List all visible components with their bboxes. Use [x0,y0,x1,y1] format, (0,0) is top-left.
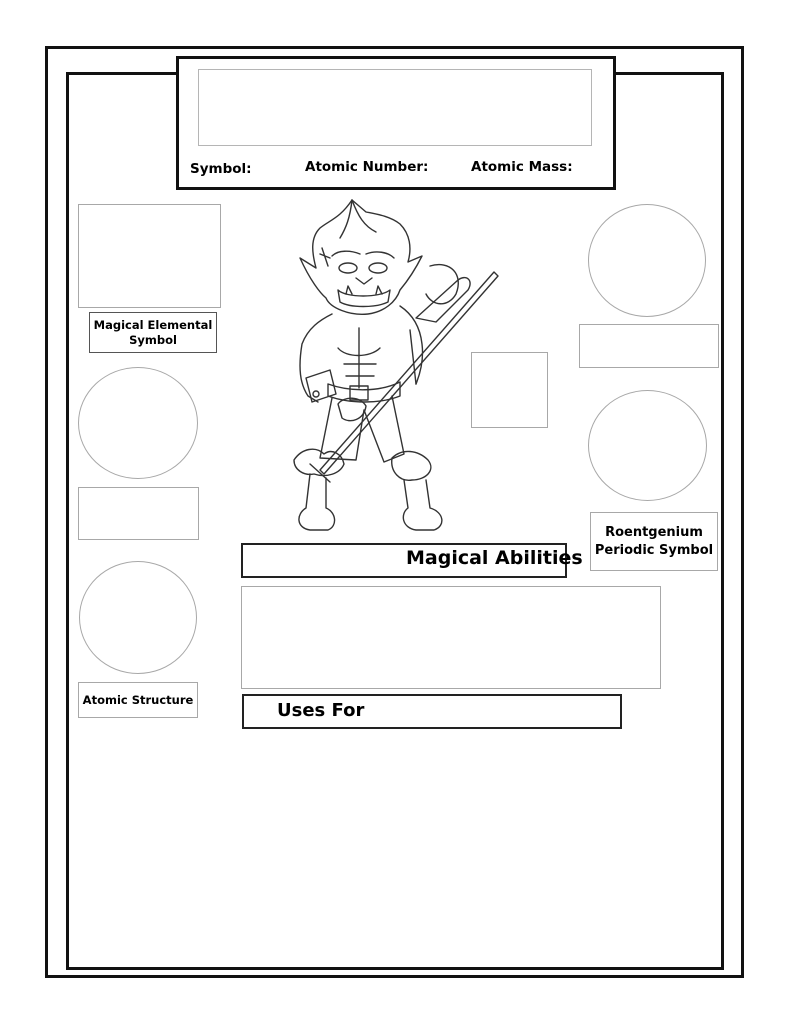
atomic-mass-label: Atomic Mass: [471,159,573,175]
symbol-label: Symbol: [190,161,252,177]
right-rect-box[interactable] [579,324,719,368]
periodic-symbol-caption-text: Roentgenium Periodic Symbol [594,524,714,558]
atomic-structure-circle[interactable] [79,561,197,674]
atomic-structure-caption-text: Atomic Structure [82,692,194,707]
magical-symbol-box[interactable] [78,204,221,308]
atomic-structure-caption [78,682,198,718]
magical-symbol-caption-text: Magical Elemental Symbol [93,317,213,347]
magical-abilities-label: Magical Abilities [406,547,583,569]
magical-symbol-caption [89,312,217,353]
element-name-field[interactable] [198,69,592,146]
periodic-symbol-caption [590,512,718,571]
left-rect-box[interactable] [78,487,199,540]
right-circle-top[interactable] [588,204,706,317]
magical-abilities-text-area[interactable] [241,586,661,689]
orc-warrior-icon [280,198,500,538]
atomic-number-label: Atomic Number: [305,159,429,175]
uses-for-label: Uses For [277,700,365,721]
left-circle-top[interactable] [78,367,198,479]
right-circle-bottom[interactable] [588,390,707,501]
